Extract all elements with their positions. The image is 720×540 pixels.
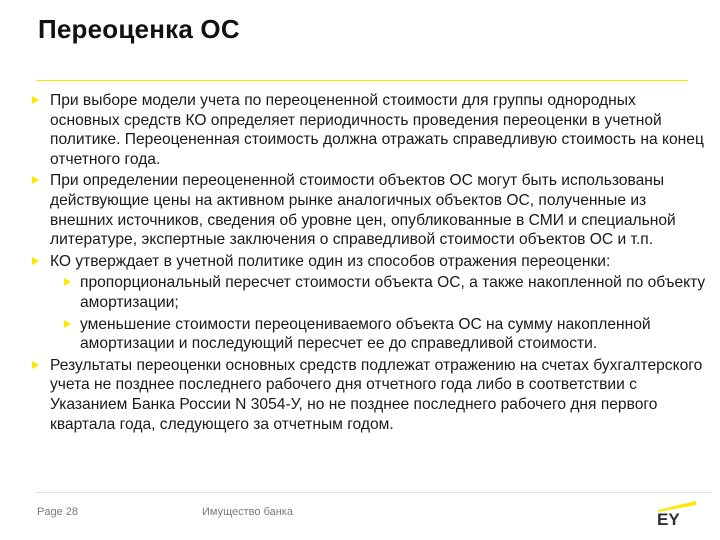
bullet-list (32, 91, 708, 436)
footer-label: Имущество банка (202, 506, 293, 518)
slide-title: Переоценка ОС (38, 14, 240, 44)
bullet-text: уменьшение стоимости переоцениваемого объекта ОС на сумму накопленной амортизации и последующий пересчет ее до справедливой стоимости. (80, 315, 651, 353)
bullet-item (32, 252, 708, 272)
bullet-text: Результаты переоценки основных средств подлежат отражению на счетах бухгалтерского учета не позднее последнего рабочего дня отчетного года либо в соответствии с Указанием Банка России N 3054-У, но не позднее последнего рабочего дня первого квартала года, следующего за отчетным годом. (50, 356, 703, 433)
bullet-arrow-icon (32, 96, 39, 104)
bullet-text: При выборе модели учета по переоцененной стоимости для группы однородных основных средств КО определяет периодичность проведения переоценки в учетной политике. Переоцененная стоимость должна отражать справедливую стоимость на конец отчетного года. (50, 92, 704, 168)
sub-bullet-item (64, 273, 708, 312)
bullet-item (32, 91, 708, 169)
bullet-arrow-icon (64, 278, 71, 286)
logo-text: EY (657, 510, 680, 526)
bullet-arrow-icon (32, 361, 39, 369)
title-underline (36, 80, 688, 81)
bullet-arrow-icon (64, 320, 71, 328)
bullet-text: При определении переоцененной стоимости объектов ОС могут быть использованы действующие цены на активном рынке аналогичных объектов ОС, полученные из внешних источников, сведения об уровне цен, опубликованные в СМИ и специальной литературе, экспертные заключения о справедливой стоимости объектов ОС и т.п. (50, 172, 676, 249)
bullet-arrow-icon (32, 176, 39, 184)
bullet-arrow-icon (32, 257, 39, 265)
bullet-text: пропорциональный пересчет стоимости объекта ОС, а также накопленной по объекту амортизации; (80, 274, 706, 311)
page-number: Page 28 (37, 506, 78, 518)
bullet-text: КО утверждает в учетной политике один из способов отражения переоценки: (50, 252, 611, 270)
footer-divider (36, 492, 712, 493)
sub-bullet-item (64, 315, 708, 354)
bullet-item (32, 171, 708, 249)
ey-logo-icon (656, 500, 700, 526)
bullet-item (32, 356, 708, 434)
